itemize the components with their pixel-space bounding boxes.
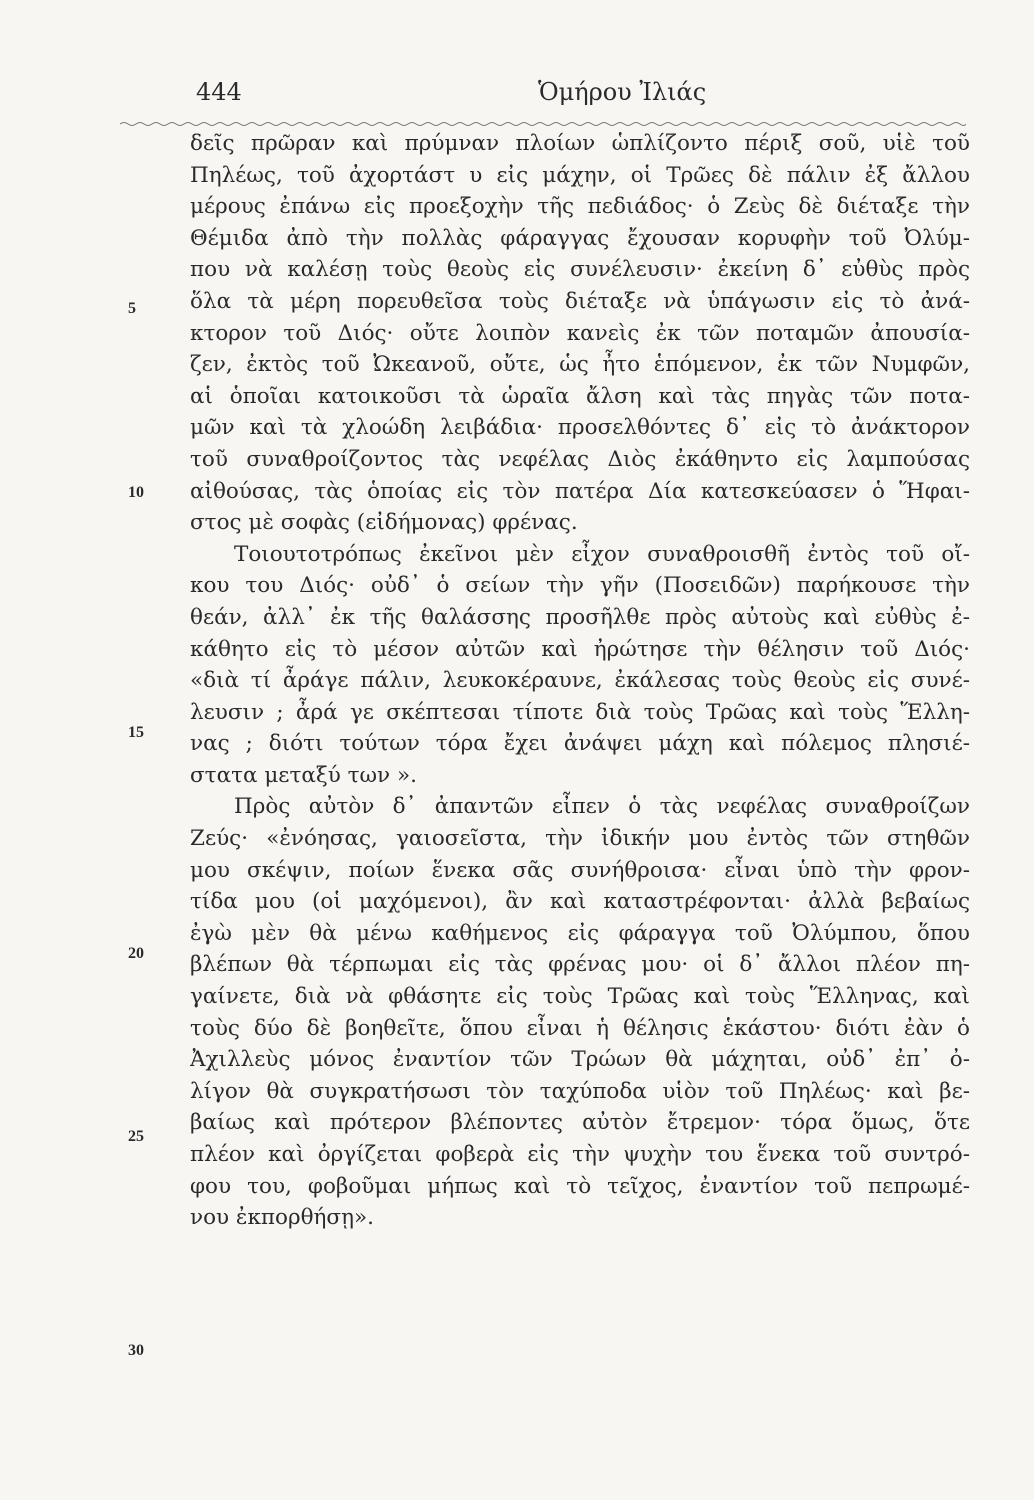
- text-line: τίδα μου (οἱ μαχόμενοι), ἂν καὶ καταστρέφονται· ἀλλὰ βεβαίως: [190, 889, 970, 915]
- line-number: 10: [128, 484, 144, 501]
- header-rule: [120, 120, 966, 128]
- text-line: ἐγὼ μὲν θὰ μένω καθήμενος εἰς φάραγγα τοῦ Ὀλύμπου, ὅπου: [190, 920, 970, 946]
- text-line: τοὺς δύο δὲ βοηθεῖτε, ὅπου εἶναι ἡ θέλησις ἑκάστου· διότι ἐὰν ὁ: [190, 1015, 970, 1041]
- body-text: [190, 128, 970, 1234]
- line-number: 20: [128, 945, 144, 962]
- text-line: φου του, φοβοῦμαι μήπως καὶ τὸ τεῖχος, ἐναντίον τοῦ πεπρωμέ-: [190, 1173, 970, 1199]
- text-line: νου ἐκπορθήσῃ».: [190, 1205, 374, 1231]
- text-line: τοῦ συναθροίζοντος τὰς νεφέλας Διὸς ἐκάθηντο εἰς λαμπούσας: [190, 446, 970, 472]
- running-title: Ὁμήρου Ἰλιάς: [538, 78, 707, 106]
- text-line: Πηλέως, τοῦ ἀχορτάστ υ εἰς μάχην, οἱ Τρῶες δὲ πάλιν ἐξ ἄλλου: [190, 162, 970, 188]
- text-line: πλέον καὶ ὀργίζεται φοβερὰ εἰς τὴν ψυχὴν του ἕνεκα τοῦ συντρό-: [190, 1142, 970, 1167]
- text-line: Τοιουτοτρόπως ἐκεῖνοι μὲν εἶχον συναθροισθῆ ἐντὸς τοῦ οἴ-: [234, 541, 970, 567]
- line-number: 25: [128, 1128, 144, 1145]
- line-number: 15: [128, 724, 144, 741]
- text-line: νας ; διότι τούτων τόρα ἔχει ἀνάψει μάχη καὶ πόλεμος πλησιέ-: [190, 731, 970, 757]
- text-line: μῶν καὶ τὰ χλοώδη λειβάδια· προσελθόντες δ᾿ εἰς τὸ ἀνάκτορον: [190, 415, 970, 441]
- text-line: βαίως καὶ πρότερον βλέποντες αὐτὸν ἔτρεμον· τόρα ὅμως, ὅτε: [190, 1110, 970, 1136]
- text-line: αἰθούσας, τὰς ὁποίας εἰς τὸν πατέρα Δία κατεσκεύασεν ὁ Ἥφαι-: [190, 478, 970, 504]
- paragraph-3: [190, 791, 970, 1233]
- text-line: Ζεύς· «ἐνόησας, γαιοσεῖστα, τὴν ἰδικήν μου ἐντὸς τῶν στηθῶν: [190, 826, 970, 852]
- text-line: Ἀχιλλεὺς μόνος ἐναντίον τῶν Τρώων θὰ μάχηται, οὐδ᾿ ἐπ᾿ ὀ-: [190, 1047, 970, 1073]
- text-line: Θέμιδα ἀπὸ τὴν πολλὰς φάραγγας ἔχουσαν κορυφὴν τοῦ Ὀλύμ-: [190, 225, 970, 251]
- text-line: ὅλα τὰ μέρη πορευθεῖσα τοὺς διέταξε νὰ ὑπάγωσιν εἰς τὸ ἀνά-: [190, 288, 970, 314]
- page-number: 444: [196, 78, 242, 106]
- line-number: 30: [128, 1342, 144, 1359]
- text-line: στος μὲ σοφὰς (εἰδήμονας) φρένας.: [190, 510, 578, 536]
- text-line: κάθητο εἰς τὸ μέσον αὐτῶν καὶ ἠρώτησε τὴν θέλησιν τοῦ Διός·: [190, 636, 970, 662]
- page-header: [196, 78, 966, 118]
- text-line: λίγον θὰ συγκρατήσωσι τὸν ταχύποδα υἱὸν τοῦ Πηλέως· καὶ βε-: [190, 1078, 970, 1104]
- text-line: λευσιν ; ἆρά γε σκέπτεσαι τίποτε διὰ τοὺς Τρῶας καὶ τοὺς Ἕλλη-: [190, 699, 970, 725]
- paragraph-1: [190, 128, 970, 539]
- text-line: Πρὸς αὐτὸν δ᾿ ἀπαντῶν εἶπεν ὁ τὰς νεφέλας συναθροίζων: [234, 794, 970, 820]
- text-line: ζεν, ἐκτὸς τοῦ Ὠκεανοῦ, οὔτε, ὡς ἦτο ἑπόμενον, ἐκ τῶν Νυμφῶν,: [190, 352, 970, 378]
- line-number: 5: [128, 300, 136, 317]
- text-line: κου του Διός· οὐδ᾿ ὁ σείων τὴν γῆν (Ποσειδῶν) παρήκουσε τὴν: [190, 573, 970, 599]
- text-line: μέρους ἐπάνω εἰς προεξοχὴν τῆς πεδιάδος· ὁ Ζεὺς δὲ διέταξε τὴν: [190, 194, 970, 220]
- text-line: «διὰ τί ἆράγε πάλιν, λευκοκέραυνε, ἐκάλεσας τοὺς θεοὺς εἰς συνέ-: [190, 668, 970, 694]
- paragraph-2: [190, 539, 970, 792]
- text-line: δεῖς πρῶραν καὶ πρύμναν πλοίων ὡπλίζοντο πέριξ σοῦ, υἱὲ τοῦ: [190, 131, 970, 156]
- text-line: που νὰ καλέσῃ τοὺς θεοὺς εἰς συνέλευσιν· ἐκείνη δ᾿ εὐθὺς πρὸς: [190, 257, 970, 283]
- text-line: στατα μεταξύ των ».: [190, 762, 417, 788]
- text-line: βλέπων θὰ τέρπωμαι εἰς τὰς φρένας μου· οἱ δ᾿ ἄλλοι πλέον πη-: [190, 952, 970, 978]
- text-line: θεάν, ἀλλ᾿ ἐκ τῆς θαλάσσης προσῆλθε πρὸς αὐτοὺς καὶ εὐθὺς ἐ-: [190, 604, 970, 630]
- text-line: γαίνετε, διὰ νὰ φθάσητε εἰς τοὺς Τρῶας καὶ τοὺς Ἕλληνας, καὶ: [190, 984, 970, 1010]
- text-line: κτορον τοῦ Διός· οὔτε λοιπὸν κανεὶς ἐκ τῶν ποταμῶν ἀπουσία-: [190, 320, 970, 346]
- text-line: μου σκέψιν, ποίων ἕνεκα σᾶς συνήθροισα· εἶναι ὑπὸ τὴν φρον-: [190, 857, 970, 883]
- text-line: αἱ ὁποῖαι κατοικοῦσι τὰ ὡραῖα ἄλση καὶ τὰς πηγὰς τῶν ποτα-: [190, 383, 970, 409]
